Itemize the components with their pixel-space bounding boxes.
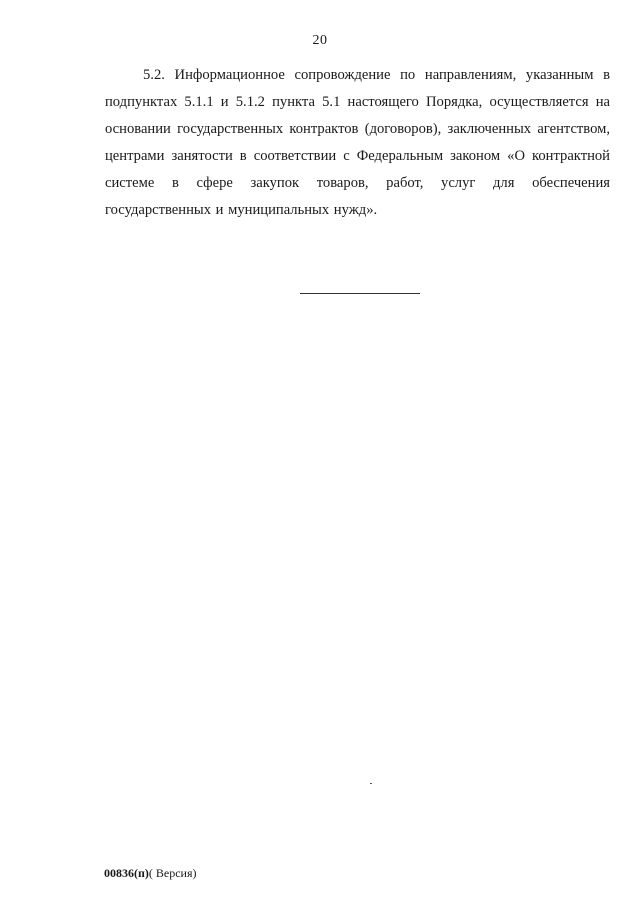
- scan-speck: [370, 783, 372, 784]
- end-divider: [300, 293, 420, 294]
- page-number: 20: [312, 33, 328, 48]
- paragraph-5-2: 5.2. Информационное сопровождение по направлениям, указанным в подпунктах 5.1.1 и 5.1.2 пункта 5.1 настоящего Порядка, осуществляется на основании государственных контрактов (договоров), заключенных агентством, центрами занятости в соответствии с Федеральным законом «О контрактной системе в сфере закупок товаров, работ, услуг для обеспечения государственных и муниципальных нужд».: [105, 67, 610, 218]
- footer-document-code: [104, 866, 197, 881]
- footer-code: 00836(п): [104, 866, 149, 880]
- footer-version: ( Версия): [148, 866, 197, 880]
